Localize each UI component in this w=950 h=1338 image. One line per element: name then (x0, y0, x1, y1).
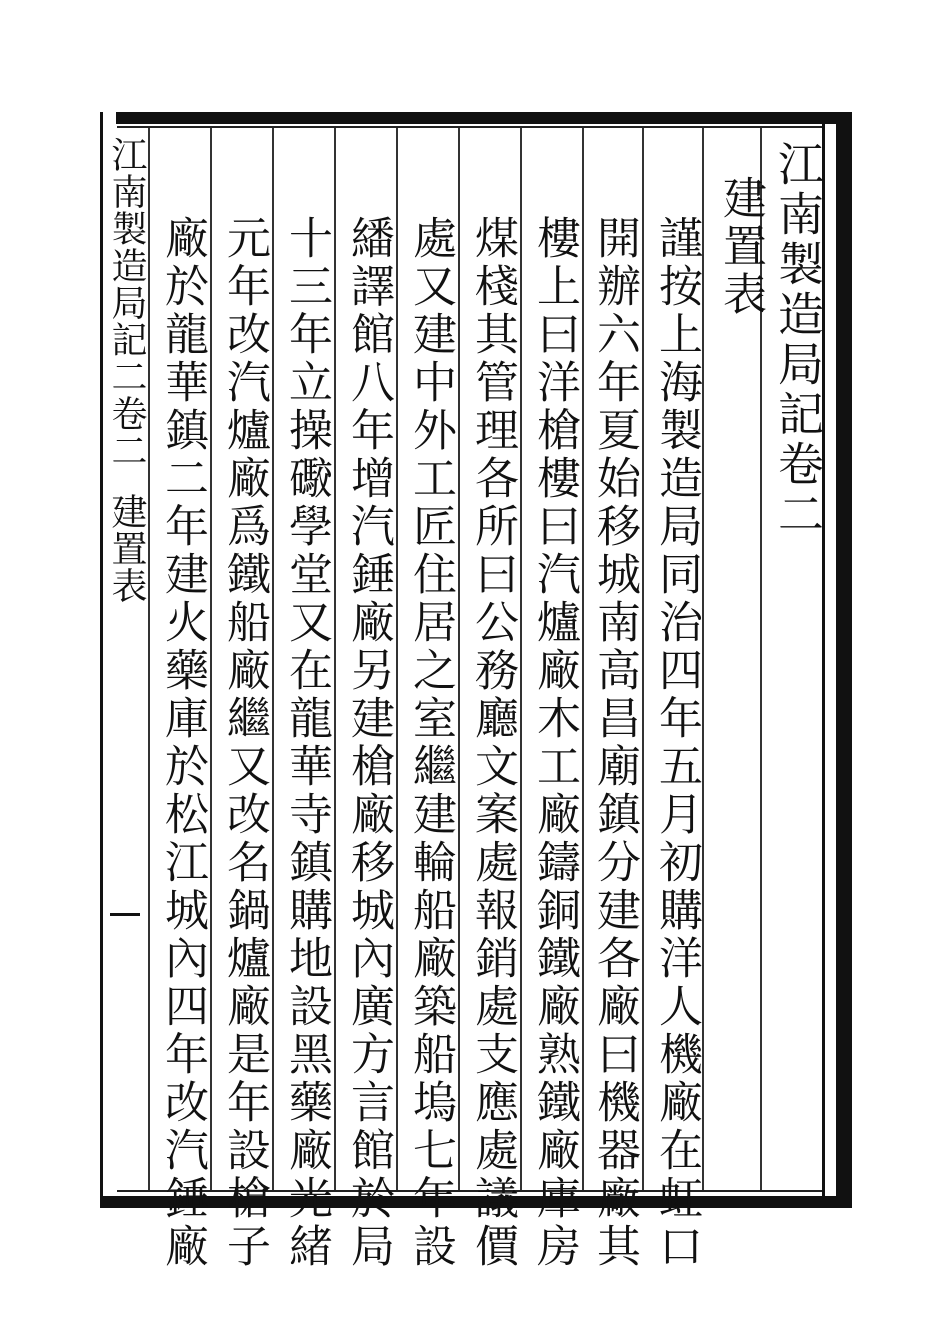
text-column: 繙譯館八年增汽錘廠另建槍廠移城內廣方言館於局 (343, 215, 394, 1271)
column-divider (334, 128, 336, 1190)
column-divider (272, 128, 274, 1190)
text-column: 十三年立操礮學堂又在龍華寺鎮購地設黑藥廠光緒 (281, 215, 332, 1271)
margin-page-number (110, 908, 140, 918)
margin-section-text: 建置表 (106, 493, 147, 604)
margin-title-text: 江南製造局記二卷二 (106, 136, 147, 469)
column-divider (642, 128, 644, 1190)
inner-top-rule (117, 126, 822, 128)
text-column: 元年改汽爐廠爲鐵船廠繼又改名鍋爐廠是年設槍子 (219, 215, 270, 1271)
column-divider (396, 128, 398, 1190)
section-heading: 建置表 (715, 175, 766, 319)
book-title: 江南製造局記卷二 (771, 140, 825, 540)
column-divider (458, 128, 460, 1190)
column-divider (148, 128, 150, 1190)
text-column: 開辦六年夏始移城南高昌廟鎮分建各廠曰機器廠其 (589, 215, 640, 1271)
margin-rule-left (100, 112, 103, 1208)
column-divider (520, 128, 522, 1190)
right-border (836, 112, 852, 1208)
column-divider (210, 128, 212, 1190)
margin-running-title (106, 136, 146, 604)
text-column: 處又建中外工匠住居之室繼建輪船廠築船塢七年設 (405, 215, 456, 1271)
text-column: 樓上曰洋槍樓曰汽爐廠木工廠鑄銅鐵廠熟鐵廠庫房 (529, 215, 580, 1271)
text-column: 廠於龍華鎮二年建火藥庫於松江城內四年改汽錘廠 (157, 215, 208, 1271)
text-column: 謹按上海製造局同治四年五月初購洋人機廠在虹口 (651, 215, 702, 1271)
text-column: 煤棧其管理各所曰公務廳文案處報銷處支應處議價 (467, 215, 518, 1271)
column-divider (582, 128, 584, 1190)
top-border (116, 112, 852, 124)
page-number-glyph (110, 913, 140, 916)
